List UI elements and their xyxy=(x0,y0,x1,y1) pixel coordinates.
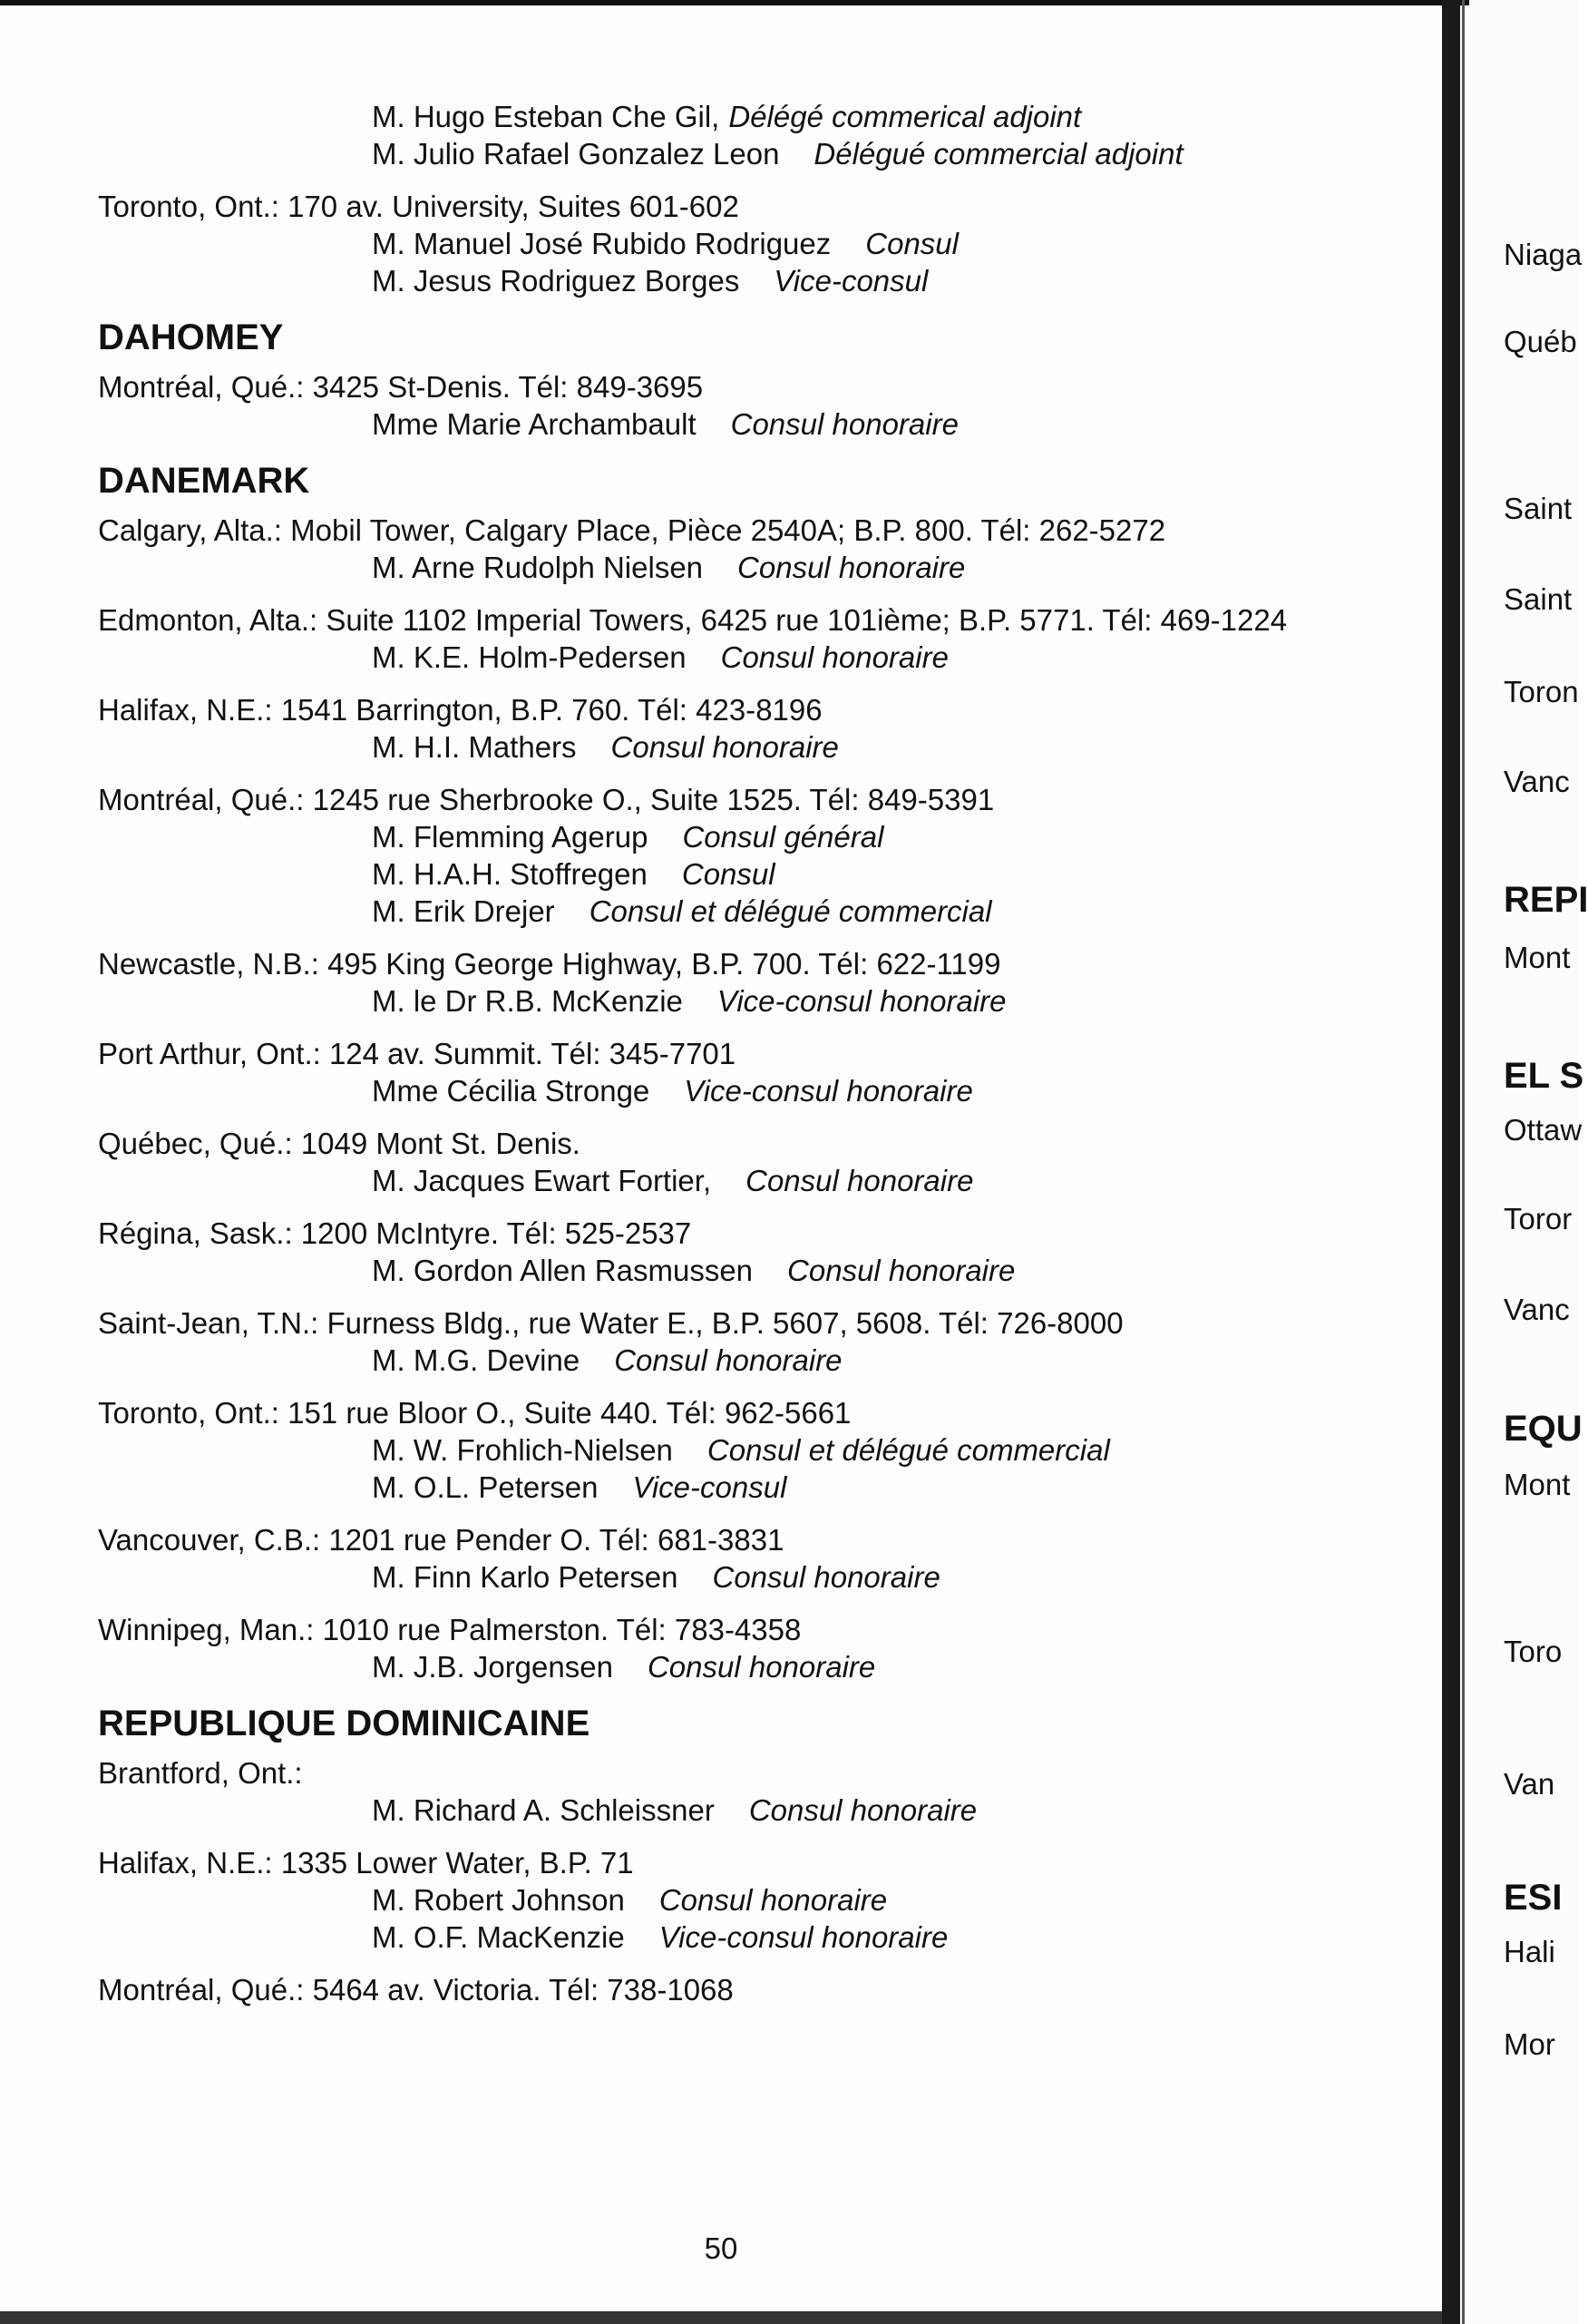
right-fragment: Mont xyxy=(1504,1468,1571,1501)
country-section xyxy=(98,459,1431,1685)
right-fragment: Saint xyxy=(1504,492,1573,525)
person-role: Délégué commercial adjoint xyxy=(813,137,1184,171)
person-role: Vice-consul xyxy=(632,1470,787,1504)
country-heading: REPUBLIQUE DOMINICAINE xyxy=(98,1704,590,1743)
address-line: Toronto, Ont.: 170 av. University, Suites 601-602 xyxy=(98,190,739,223)
person-line xyxy=(98,98,1431,135)
address-line: Québec, Qué.: 1049 Mont St. Denis. xyxy=(98,1127,580,1160)
city-entry xyxy=(98,1844,1431,1956)
person-line xyxy=(98,1919,1431,1956)
right-fragment-heading: REPI xyxy=(1504,880,1588,920)
address-line: Montréal, Qué.: 3425 St-Denis. Tél: 849-3695 xyxy=(98,370,704,404)
country-heading: DANEMARK xyxy=(98,461,310,501)
city-entry xyxy=(98,1971,1431,2008)
address-line: Saint-Jean, T.N.: Furness Bldg., rue Water E., B.P. 5607, 5608. Tél: 726-8000 xyxy=(98,1306,1124,1340)
person-line xyxy=(98,982,1431,1020)
city-entry xyxy=(98,601,1431,676)
person-name: M. le Dr R.B. McKenzie xyxy=(372,984,683,1018)
person-line xyxy=(98,405,1431,443)
city-entry xyxy=(98,781,1431,930)
scan-top-edge xyxy=(0,0,1579,5)
person-name: M. Hugo Esteban Che Gil, xyxy=(372,100,720,133)
address-line: Halifax, N.E.: 1541 Barrington, B.P. 760. Tél: 423-8196 xyxy=(98,693,823,727)
person-name: M. Jacques Ewart Fortier, xyxy=(372,1164,712,1197)
person-name: M. O.F. MacKenzie xyxy=(372,1920,625,1954)
person-role: Consul honoraire xyxy=(658,1883,888,1917)
right-fragment: Toron xyxy=(1504,675,1579,708)
address-line: Newcastle, N.B.: 495 King George Highway, B.P. 700. Tél: 622-1199 xyxy=(98,947,1001,981)
city-entry xyxy=(98,368,1431,443)
country-heading: DAHOMEY xyxy=(98,317,284,357)
person-role: Consul et délégué commercial xyxy=(706,1433,1110,1467)
person-role: Consul xyxy=(681,857,775,891)
continued-entry xyxy=(98,98,1431,172)
right-fragment: Hali xyxy=(1504,1935,1555,1968)
person-name: M. Jesus Rodriguez Borges xyxy=(372,264,740,298)
person-line xyxy=(98,549,1431,586)
country-section xyxy=(98,1702,1431,2008)
person-name: M. Finn Karlo Petersen xyxy=(372,1560,678,1594)
person-line xyxy=(98,639,1431,676)
person-name: M. Julio Rafael Gonzalez Leon xyxy=(372,137,780,171)
person-name: M. Robert Johnson xyxy=(372,1883,625,1917)
right-fragment: Saint xyxy=(1504,582,1573,616)
person-role: Consul honoraire xyxy=(712,1560,940,1594)
country-sections xyxy=(98,316,1431,2008)
person-line xyxy=(98,1431,1431,1469)
person-name: M. Erik Drejer xyxy=(372,894,555,928)
city-entry xyxy=(98,1125,1431,1199)
person-name: M. M.G. Devine xyxy=(372,1343,580,1377)
address-line: Calgary, Alta.: Mobil Tower, Calgary Place, Pièce 2540A; B.P. 800. Tél: 262-5272 xyxy=(98,513,1166,547)
book-gutter xyxy=(1442,0,1460,2324)
person-role: Consul honoraire xyxy=(730,407,959,441)
address-line: Port Arthur, Ont.: 124 av. Summit. Tél: 345-7701 xyxy=(98,1037,736,1070)
person-name: M. Flemming Agerup xyxy=(372,820,648,854)
person-role: Consul honoraire xyxy=(720,640,949,674)
address-line: Régina, Sask.: 1200 McIntyre. Tél: 525-2537 xyxy=(98,1216,692,1250)
city-entry xyxy=(98,945,1431,1020)
address-line: Toronto, Ont.: 151 rue Bloor O., Suite 440. Tél: 962-5661 xyxy=(98,1396,852,1430)
person-role: Consul honoraire xyxy=(787,1254,1016,1287)
person-line xyxy=(98,1648,1431,1685)
person-role: Consul honoraire xyxy=(737,551,966,584)
person-line xyxy=(98,1342,1431,1379)
address-line: Brantford, Ont.: xyxy=(98,1756,303,1790)
right-fragment: Mont xyxy=(1504,941,1571,974)
address-line: Vancouver, C.B.: 1201 rue Pender O. Tél: 681-3831 xyxy=(98,1523,784,1557)
person-role: Consul honoraire xyxy=(748,1793,978,1827)
person-name: M. Gordon Allen Rasmussen xyxy=(372,1254,754,1287)
person-line xyxy=(98,1162,1431,1199)
person-line xyxy=(98,1558,1431,1596)
right-fragment: Vanc xyxy=(1504,1293,1570,1326)
person-name: Mme Cécilia Stronge xyxy=(372,1074,650,1108)
person-name: M. H.A.H. Stoffregen xyxy=(372,857,648,891)
person-line xyxy=(98,1469,1431,1506)
city-entry xyxy=(98,512,1431,586)
person-role: Vice-consul honoraire xyxy=(716,984,1007,1018)
person-name: M. O.L. Petersen xyxy=(372,1470,599,1504)
person-name: M. Arne Rudolph Nielsen xyxy=(372,551,704,584)
person-name: M. Manuel José Rubido Rodriguez xyxy=(372,227,832,260)
address-line: Montréal, Qué.: 5464 av. Victoria. Tél: 738-1068 xyxy=(98,1973,734,2007)
city-entry xyxy=(98,188,1431,299)
city-entry xyxy=(98,1394,1431,1506)
person-line xyxy=(98,818,1431,855)
right-fragment: Niaga xyxy=(1504,238,1583,271)
city-entry xyxy=(98,1215,1431,1289)
right-fragment: Toro xyxy=(1504,1635,1563,1668)
city-entry xyxy=(98,691,1431,766)
person-line xyxy=(98,135,1431,172)
right-fragment-heading: EL S xyxy=(1504,1056,1584,1096)
right-fragment: Vanc xyxy=(1504,765,1570,798)
person-line xyxy=(98,262,1431,299)
person-line xyxy=(98,855,1431,893)
city-entry xyxy=(98,1035,1431,1109)
page-number: 50 xyxy=(704,2231,738,2265)
city-entry xyxy=(98,1304,1431,1379)
person-name: Mme Marie Archambault xyxy=(372,407,697,441)
right-fragment-heading: EQU xyxy=(1504,1409,1583,1449)
person-role: Vice-consul xyxy=(774,264,929,298)
right-fragment: Mor xyxy=(1504,2027,1555,2061)
person-name: M. Richard A. Schleissner xyxy=(372,1793,715,1827)
person-line xyxy=(98,728,1431,766)
person-role: Consul xyxy=(865,227,959,260)
person-role: Consul général xyxy=(682,820,884,854)
city-entry xyxy=(98,1754,1431,1829)
person-name: M. K.E. Holm-Pedersen xyxy=(372,640,687,674)
person-role: Consul et délégué commercial xyxy=(589,894,992,928)
address-line: Edmonton, Alta.: Suite 1102 Imperial Towers, 6425 rue 101ième; B.P. 5771. Tél: 469-1224 xyxy=(98,603,1288,637)
address-line: Winnipeg, Man.: 1010 rue Palmerston. Tél: 783-4358 xyxy=(98,1613,802,1646)
person-role: Consul honoraire xyxy=(614,1343,843,1377)
right-page-edge xyxy=(1469,0,1588,2324)
person-name: M. W. Frohlich-Nielsen xyxy=(372,1433,673,1467)
person-role: Consul honoraire xyxy=(745,1164,974,1197)
address-line: Halifax, N.E.: 1335 Lower Water, B.P. 71 xyxy=(98,1846,634,1880)
person-role: Consul honoraire xyxy=(610,730,839,764)
person-name: M. J.B. Jorgensen xyxy=(372,1650,613,1684)
right-fragment: Québ xyxy=(1504,325,1577,358)
gutter-line xyxy=(1462,0,1465,2324)
city-entry xyxy=(98,1521,1431,1596)
person-line xyxy=(98,1072,1431,1109)
person-role: Consul honoraire xyxy=(647,1650,876,1684)
directory-content xyxy=(98,98,1431,2024)
person-name: M. H.I. Mathers xyxy=(372,730,577,764)
person-line xyxy=(98,893,1431,930)
person-role: Délégé commerical adjoint xyxy=(728,100,1082,133)
person-line xyxy=(98,1252,1431,1289)
person-role: Vice-consul honoraire xyxy=(684,1074,973,1108)
right-fragment: Ottaw xyxy=(1504,1113,1583,1147)
city-entry xyxy=(98,1611,1431,1685)
person-line xyxy=(98,225,1431,262)
person-line xyxy=(98,1792,1431,1829)
right-fragment-heading: ESI xyxy=(1504,1878,1563,1918)
right-fragment: Van xyxy=(1504,1767,1555,1801)
country-section xyxy=(98,316,1431,443)
scan-bottom-edge xyxy=(0,2311,1442,2324)
person-role: Vice-consul honoraire xyxy=(658,1920,949,1954)
person-line xyxy=(98,1881,1431,1919)
right-fragment: Toror xyxy=(1504,1202,1573,1235)
address-line: Montréal, Qué.: 1245 rue Sherbrooke O., Suite 1525. Tél: 849-5391 xyxy=(98,783,995,816)
